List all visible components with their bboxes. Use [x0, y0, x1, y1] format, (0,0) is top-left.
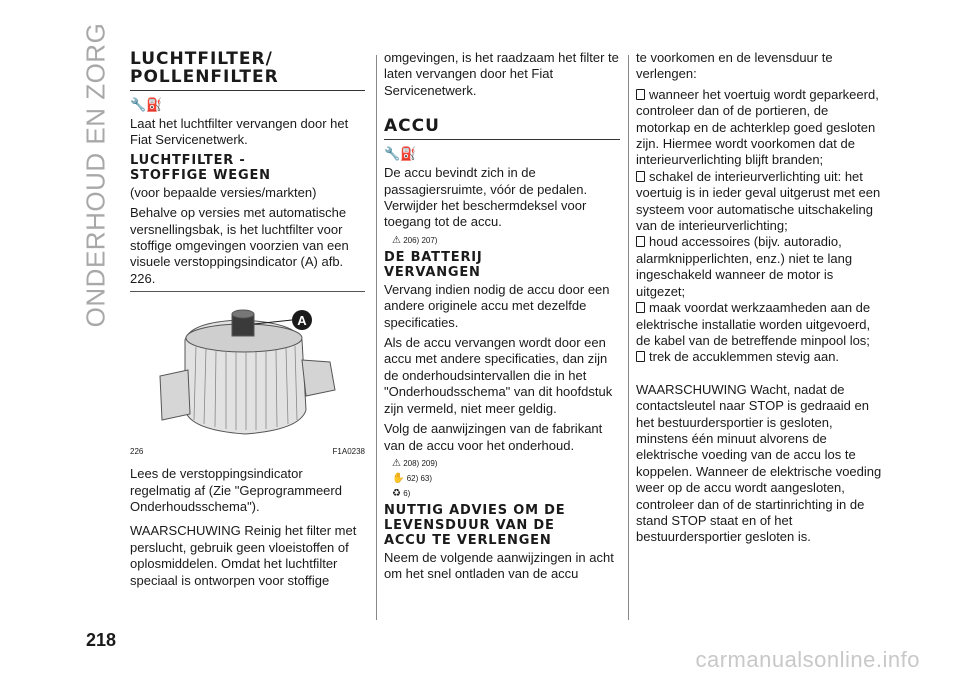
list-item: wanneer het voertuig wordt geparkeerd, controleer dan of de portieren, de motorkap en de achterklep goed gesloten zijn. Hiermee wordt voorkomen dat de interieurverlichting blijft branden; — [636, 86, 879, 168]
wrench-icon: 🔧 — [384, 146, 401, 162]
caution-hand-icon: ✋ — [392, 472, 405, 484]
subsection-title-batterij-vervangen: DE BATTERIJ VERVANGEN — [384, 249, 483, 280]
bullet-box-icon — [636, 89, 645, 100]
paragraph: Lees de verstoppingsindicator regelmatig af (Zie "Geprogrammeerd Onderhoudsschema"). — [130, 466, 342, 515]
warning-references: ⚠ 208) 209) — [392, 457, 438, 469]
figure-caption — [130, 447, 365, 456]
section-title-luchtfilter: LUCHTFILTER/ POLLENFILTER — [130, 49, 279, 87]
figure-air-filter — [130, 300, 365, 456]
figure-top-rule — [130, 291, 365, 292]
service-icons — [130, 97, 365, 113]
environment-leaf-icon: ♻ — [392, 487, 401, 499]
service-icons — [384, 146, 620, 162]
paragraph: omgevingen, is het raadzaam het filter te laten vervangen door het Fiat Servicenetwerk. — [384, 50, 619, 98]
paragraph: Laat het luchtfilter vervangen door het Fiat Servicenetwerk. — [130, 116, 349, 148]
warning-triangle-icon: ⚠ — [392, 234, 401, 246]
figure-number: 226 — [130, 447, 144, 457]
column-3 — [636, 50, 886, 550]
warning-paragraph: WAARSCHUWING Wacht, nadat de contactsleutel naar STOP is gedraaid en het bestuurdersportier is gesloten, minstens één minuut alvorens de elektrische voeding van de accu los te koppelen. Wanneer de elektrische voeding weer op de accu wordt aangesloten, controleer dan of de startinrichting in de stand STOP staat en of het bestuurdersportier gesloten is. — [636, 381, 882, 545]
list-item: houd accessoires (bijv. autoradio, alarmknipperlichten, enz.) niet te lang ingeschakeld wanneer de motor is uitgezet; — [636, 234, 853, 299]
warning-references: ⚠ 206) 207) — [392, 234, 438, 246]
paragraph: Neem de volgende aanwijzingen in acht om het snel ontladen van de accu — [384, 549, 614, 582]
column-divider — [376, 55, 377, 620]
paragraph: Vervang indien nodig de accu door een andere originele accu met dezelfde specificaties. — [384, 281, 610, 330]
paragraph: Volg de aanwijzingen van de fabrikant van de accu voor het onderhoud. — [384, 421, 603, 453]
bullet-box-icon — [636, 351, 645, 362]
paragraph: te voorkomen en de levensduur te verlengen: — [636, 50, 833, 82]
environment-references: ♻ 6) — [392, 487, 411, 499]
subsection-title-stoffige-wegen: LUCHTFILTER - STOFFIGE WEGEN — [130, 152, 271, 183]
paragraph: De accu bevindt zich in de passagiersruimte, vóór de pedalen. Verwijder het beschermdeksel voor toegang tot de accu. — [384, 165, 588, 230]
subsection-title-nuttig-advies: NUTTIG ADVIES OM DE LEVENSDUUR VAN DE ACCU TE VERLENGEN — [384, 502, 566, 548]
paragraph: Behalve op versies met automatische versnellingsbak, is het luchtfilter voor stoffige omgevingen voorzien van een visuele verstoppingsindicator (A) afb. 226. — [130, 205, 349, 286]
warning-triangle-icon: ⚠ — [392, 457, 401, 469]
car-lift-icon: ⛽ — [400, 146, 417, 162]
figure-code: F1A0238 — [332, 447, 365, 457]
list-item: schakel de interieurverlichting uit: het voertuig is in ieder geval uitgerust met een systeem voor automatische uitschakeling van de interieurverlichting; — [636, 168, 881, 234]
title-rule — [130, 90, 365, 91]
paragraph: (voor bepaalde versies/markten) — [130, 184, 317, 200]
paragraph: Als de accu vervangen wordt door een accu met andere specificaties, dan zijn de onderhoudsintervallen die in het "Onderhoudsschema" van dit hoofdstuk zijn vermeld, niet meer geldig. — [384, 335, 613, 416]
bullet-box-icon — [636, 171, 645, 182]
caution-references: ✋ 62) 63) — [392, 472, 433, 484]
figure-callout-a: A — [297, 313, 307, 329]
bullet-box-icon — [636, 302, 645, 313]
column-1 — [130, 50, 365, 593]
wrench-icon: 🔧 — [130, 97, 147, 112]
page-number: 218 — [86, 630, 117, 650]
air-filter-illustration — [130, 300, 365, 440]
chapter-tab — [76, 22, 116, 328]
list-item: trek de accuklemmen stevig aan. — [636, 349, 886, 365]
watermark: carmanualsonline.info — [695, 647, 920, 672]
column-2 — [384, 50, 620, 587]
car-lift-icon: ⛽ — [146, 97, 163, 112]
section-title-accu: ACCU — [384, 116, 440, 137]
chapter-tab-label: ONDERHOUD EN ZORG — [80, 22, 111, 328]
bullet-box-icon — [636, 236, 645, 247]
list-item: maak voordat werkzaamheden aan de elektrische installatie worden uitgevoerd, de kabel van de betreffende minpool los; — [636, 300, 871, 348]
warning-paragraph: WAARSCHUWING Reinig het filter met perslucht, gebruik geen vloeistoffen of oplosmiddelen. Omdat het luchtfilter speciaal is ontworpen voor stoffige — [130, 523, 357, 588]
title-rule — [384, 139, 620, 140]
column-divider — [628, 55, 629, 620]
advice-list — [636, 87, 886, 366]
